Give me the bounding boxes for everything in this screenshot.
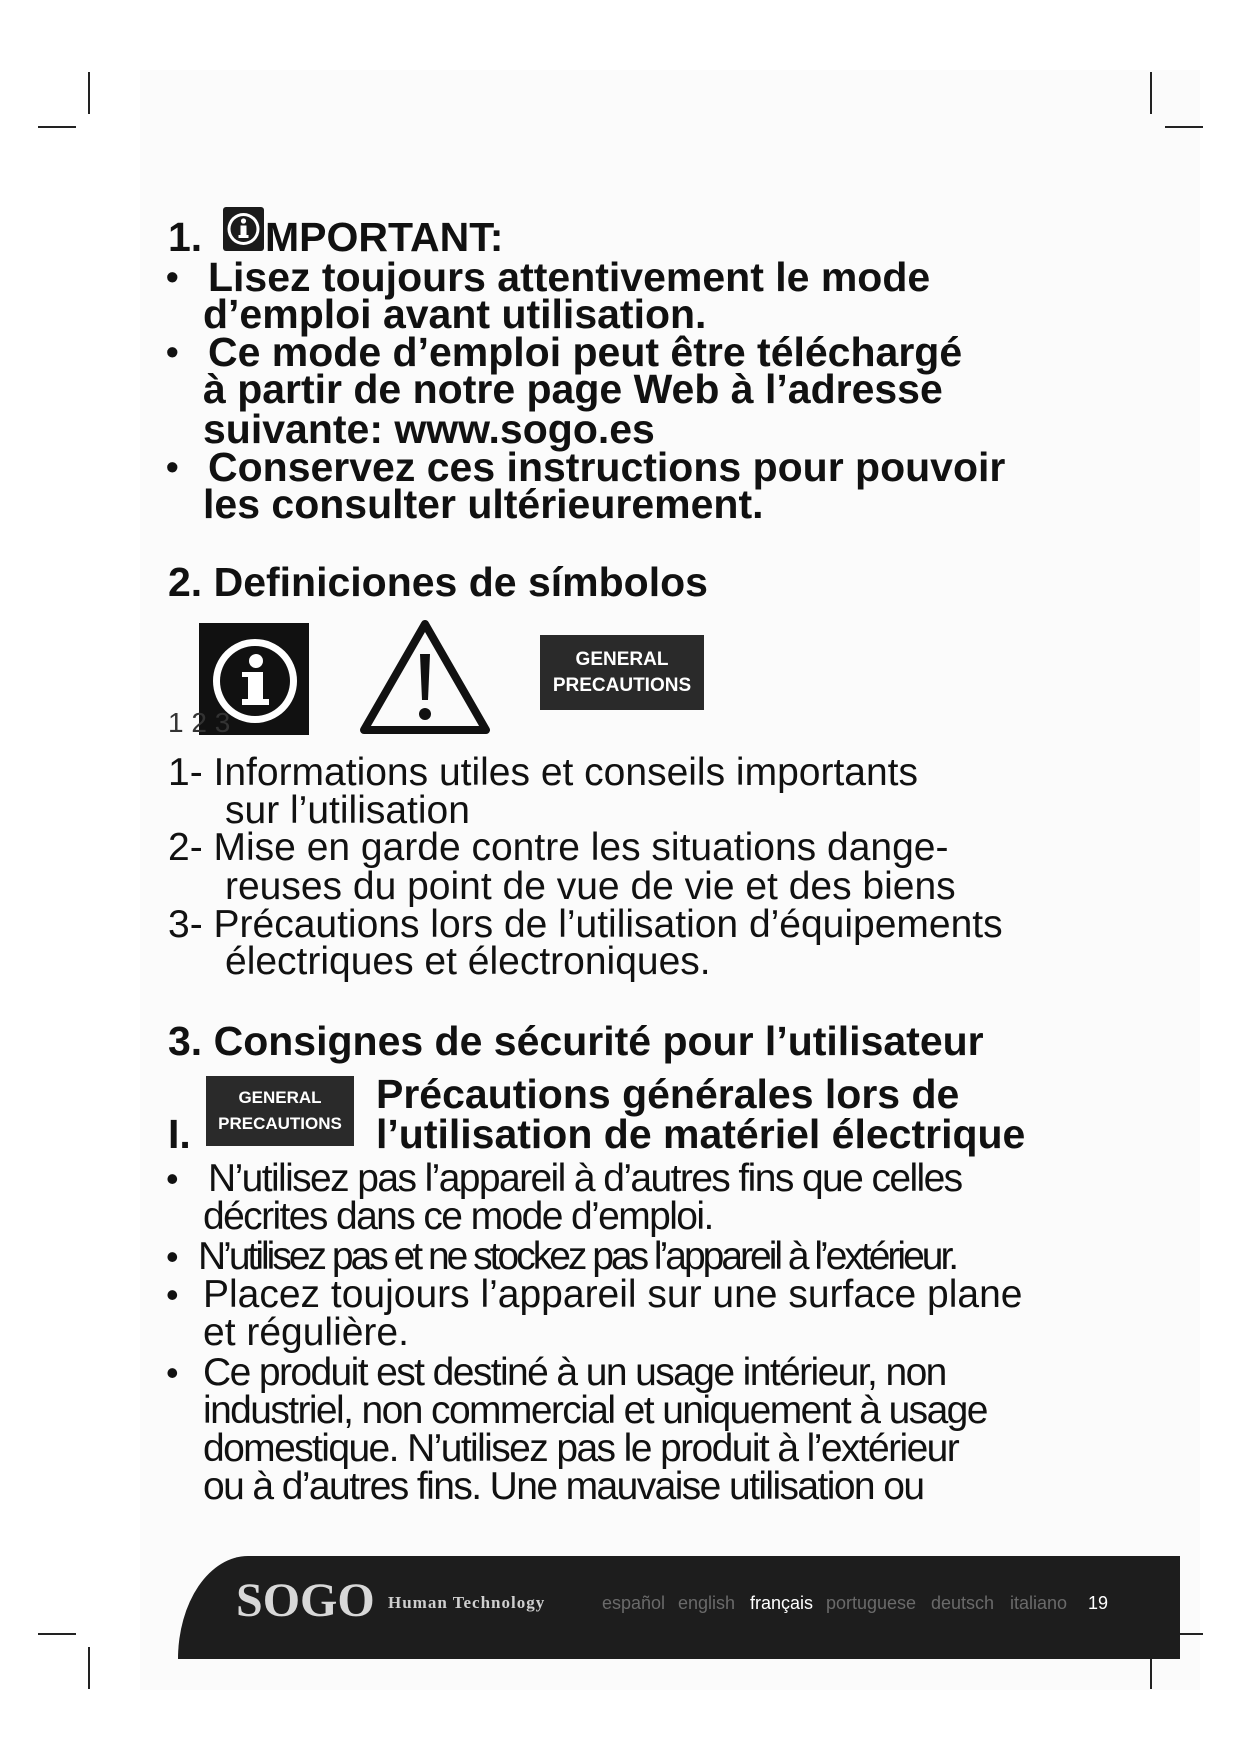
badge-line2: PRECAUTIONS <box>552 675 692 696</box>
crop-mark <box>88 1647 90 1689</box>
section3-bullet-1-line2: décrites dans ce mode d’emploi. <box>203 1195 713 1238</box>
general-precautions-badge <box>206 1076 354 1146</box>
bullet-icon: • <box>166 256 179 297</box>
bullet-icon: • <box>166 1158 179 1199</box>
section3-bullet-4-line1: Ce produit est destiné à un usage intérieur, non <box>203 1351 946 1394</box>
language-link-italiano[interactable]: italiano <box>1010 1593 1068 1613</box>
section1-bullet-2-line2: à partir de notre page Web à l’adresse <box>203 366 943 412</box>
crop-mark <box>38 1633 76 1635</box>
section1-bullet-2-line3: suivante: www.sogo.es <box>203 406 655 452</box>
section3-title: 3. Consignes de sécurité pour l’utilisateur <box>168 1018 984 1064</box>
definition-1-line2: sur l’utilisation <box>225 789 470 832</box>
page-number: 19 <box>1088 1593 1109 1613</box>
section3-subtitle-line1: Précautions générales lors de <box>376 1071 960 1117</box>
definition-2-line1: 2- Mise en garde contre les situations dange- <box>168 826 949 869</box>
section3-bullet-4-line2: industriel, non commercial et uniquement à usage <box>203 1389 987 1432</box>
warning-triangle-icon <box>358 618 492 738</box>
section3-bullet-3-line1: Placez toujours l’appareil sur une surface plane <box>203 1273 1023 1316</box>
language-link-english[interactable]: english <box>678 1593 736 1613</box>
crop-mark <box>88 72 90 114</box>
section1-title: MPORTANT: <box>265 214 504 260</box>
section3-subtitle-line2: l’utilisation de matériel électrique <box>376 1111 1026 1157</box>
language-link-portuguese[interactable]: portuguese <box>826 1593 917 1613</box>
bullet-icon: • <box>166 1236 179 1277</box>
section3-bullet-3-line2: et régulière. <box>203 1311 409 1354</box>
definition-3-line2: électriques et électroniques. <box>225 940 711 983</box>
brand-logo: SOGO <box>236 1574 375 1627</box>
definition-2-line2: reuses du point de vue de vie et des biens <box>225 865 956 908</box>
bullet-icon: • <box>166 1352 179 1393</box>
section1-bullet-1-line1: Lisez toujours attentivement le mode <box>208 254 931 300</box>
definition-1-line1: 1- Informations utiles et conseils importants <box>168 751 918 794</box>
section1-bullet-3-line2: les consulter ultérieurement. <box>203 481 764 527</box>
badge-line1: GENERAL <box>575 649 669 670</box>
section2-title: 2. Definiciones de símbolos <box>168 559 708 605</box>
section3-bullet-2-line1: N’utilisez pas et ne stockez pas l’appareil à l’extérieur. <box>198 1235 957 1278</box>
language-link-deutsch[interactable]: deutsch <box>931 1593 995 1613</box>
language-link-francais[interactable]: français <box>750 1593 814 1613</box>
language-link-espanol[interactable]: español <box>602 1593 666 1613</box>
crop-mark <box>38 126 76 128</box>
symbol-numbers: 1 2 3 <box>168 707 231 738</box>
info-icon <box>223 207 264 251</box>
bullet-icon: • <box>166 331 179 372</box>
crop-mark <box>1165 126 1203 128</box>
crop-mark <box>1150 72 1152 114</box>
section1-bullet-3-line1: Conservez ces instructions pour pouvoir <box>208 444 1006 490</box>
section3-bullet-4-line3: domestique. N’utilisez pas le produit à l’extérieur <box>203 1427 959 1470</box>
general-precautions-badge <box>540 635 704 710</box>
bullet-icon: • <box>166 1274 179 1315</box>
brand-tagline: Human Technology <box>388 1593 546 1612</box>
section3-roman-numeral: I. <box>168 1111 191 1157</box>
section1-bullet-2-line1: Ce mode d’emploi peut être téléchargé <box>208 329 963 375</box>
section3-bullet-4-line4: ou à d’autres fins. Une mauvaise utilisation ou <box>203 1465 924 1508</box>
badge-line2: PRECAUTIONS <box>218 1114 342 1133</box>
definition-3-line1: 3- Précautions lors de l’utilisation d’équipements <box>168 903 1003 946</box>
bullet-icon: • <box>166 446 179 487</box>
section1-bullet-1-line2: d’emploi avant utilisation. <box>203 291 707 337</box>
badge-line1: GENERAL <box>238 1088 322 1107</box>
section1-number: 1. <box>168 214 203 260</box>
section3-bullet-1-line1: N’utilisez pas l’appareil à d’autres fins que celles <box>208 1157 962 1200</box>
